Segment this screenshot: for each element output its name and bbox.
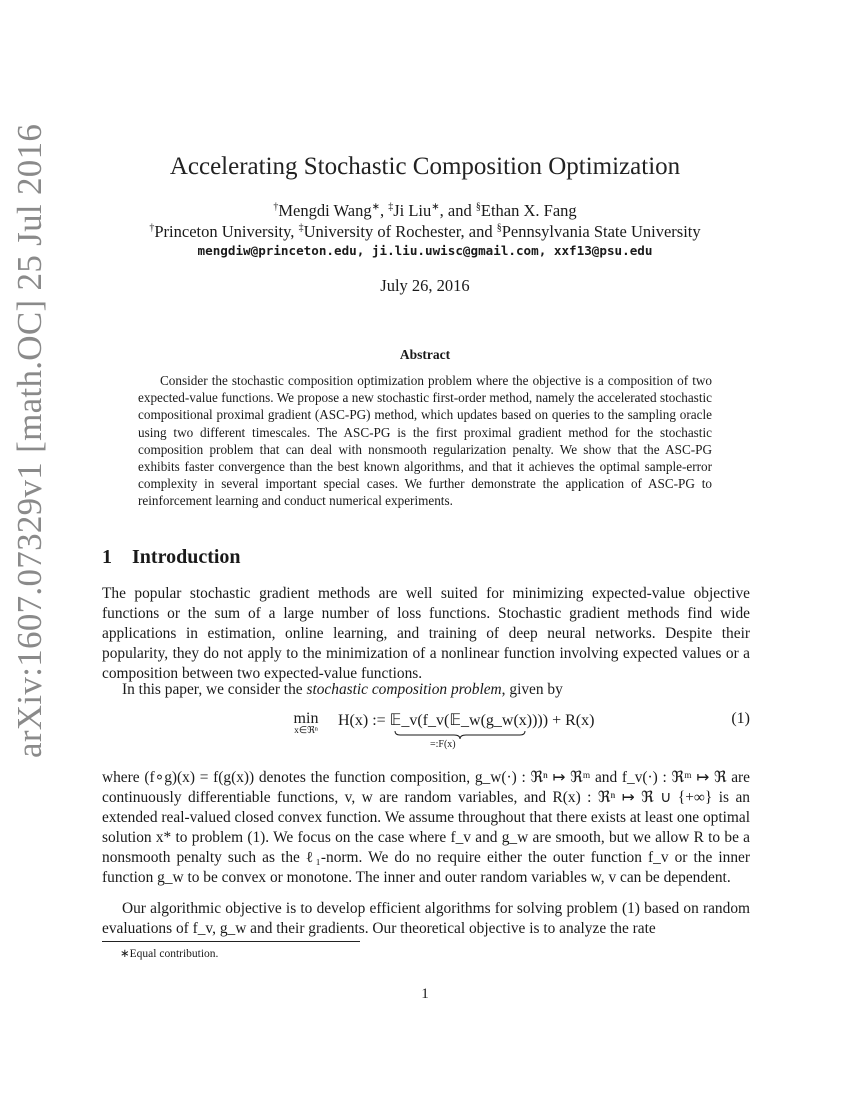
- paper-title: Accelerating Stochastic Composition Optimization: [169, 153, 681, 180]
- author-star-1: ∗: [371, 201, 380, 213]
- paper-date: July 26, 2016: [380, 276, 470, 295]
- abstract-text: Consider the stochastic composition optimization problem where the objective is a composition of two expected-value functions. We propose a new stochastic first-order method, namely the accelerated stochastic compositional proximal gradient (ASC-PG) method, which updates based on queries to the sampling oracle using two different timescales. The ASC-PG is the first proximal gradient method for the stochastic composition problem that can deal with nonsmooth regularization penalty. We show that the ASC-PG exhibits faster convergence than the best known algorithms, and that it achieves the optimal sample-error complexity in several important special cases. We further demonstrate the application of ASC-PG to reinforcement learning and conduct numerical experiments.: [138, 373, 712, 509]
- author-emails: mengdiw@princeton.edu, ji.liu.uwisc@gmail.com, xxf13@psu.edu: [197, 243, 653, 258]
- author-name-3: Ethan X. Fang: [480, 201, 577, 220]
- section-heading: [102, 546, 241, 569]
- author-line: [0, 201, 850, 221]
- affiliation-3: Pennsylvania State University: [501, 222, 701, 241]
- affiliation-2: University of Rochester, and: [303, 222, 497, 241]
- abstract-heading: Abstract: [399, 347, 451, 362]
- author-separator-2: , and: [439, 201, 476, 220]
- author-mark-2: ‡: [388, 201, 394, 213]
- author-mark-1: †: [273, 201, 279, 213]
- arxiv-stamp: arXiv:1607.07329v1 [math.OC] 25 Jul 2016: [10, 123, 49, 758]
- equation-number: (1): [731, 710, 750, 727]
- section-number: 1: [102, 546, 112, 568]
- author-name-2: Ji Liu: [393, 201, 432, 220]
- footnote: ∗Equal contribution.: [120, 948, 219, 960]
- intro-paragraph-4: Our algorithmic objective is to develop efficient algorithms for solving problem (1) based on random evaluations of f_v, g_w and their gradients. Our theoretical objective is to analyze the rate: [102, 900, 750, 938]
- author-mark-3: §: [475, 201, 481, 213]
- equation-1: [102, 708, 750, 756]
- intro-paragraph-2-emphasis: stochastic composition problem: [306, 681, 502, 698]
- author-star-2: ∗: [431, 201, 440, 213]
- intro-paragraph-2-pre: In this paper, we consider the: [122, 681, 307, 698]
- intro-paragraph-1: The popular stochastic gradient methods are well suited for minimizing expected-value objective functions or the sum of a large number of loss functions. Stochastic gradient methods find wide applications in estimation, online learning, and training of deep neural networks. Despite their popularity, they do not apply to the minimization of a nonlinear function involving expected values or a composition between two expected-value functions.: [102, 585, 750, 683]
- section-title: Introduction: [132, 546, 241, 568]
- equation-min: [288, 710, 324, 736]
- equation-min-operator: min: [293, 710, 319, 727]
- affiliation-line: [0, 222, 850, 242]
- affiliation-1: Princeton University,: [154, 222, 299, 241]
- intro-paragraph-2-post: , given by: [501, 681, 563, 698]
- footnote-rule: [102, 941, 360, 942]
- affiliation-mark-1: †: [149, 222, 155, 234]
- author-separator-1: ,: [379, 201, 389, 220]
- affiliation-mark-3: §: [496, 222, 502, 234]
- author-name-1: Mengdi Wang: [278, 201, 372, 220]
- underbrace-icon: [394, 730, 526, 739]
- equation-body: H(x) := 𝔼_v(f_v(𝔼_w(g_w(x)))) + R(x): [338, 712, 595, 729]
- equation-min-subscript: x∈ℜⁿ: [294, 726, 318, 736]
- affiliation-mark-2: ‡: [298, 222, 304, 234]
- intro-paragraph-2: [102, 680, 750, 700]
- page-number: 1: [421, 986, 429, 1002]
- intro-paragraph-3: where (f∘g)(x) = f(g(x)) denotes the function composition, g_w(·) : ℜⁿ ↦ ℜᵐ and f_v(·) : ℜᵐ ↦ ℜ are continuously differentiable functions, v, w are random variables, and R(x) : ℜⁿ ↦ ℜ ∪ {+∞} is an extended real-valued closed convex function. We assume throughout that there exists at least one optimal solution x* to problem (1). We focus on the case where f_v and g_w are smooth, but we allow R to be a nonsmooth penalty such as the ℓ₁-norm. We do no require either the outer function f_v or the inner function g_w to be convex or monotone. The inner and outer random variables w, v can be dependent.: [102, 769, 750, 887]
- equation-underbrace-label: =:F(x): [430, 739, 456, 750]
